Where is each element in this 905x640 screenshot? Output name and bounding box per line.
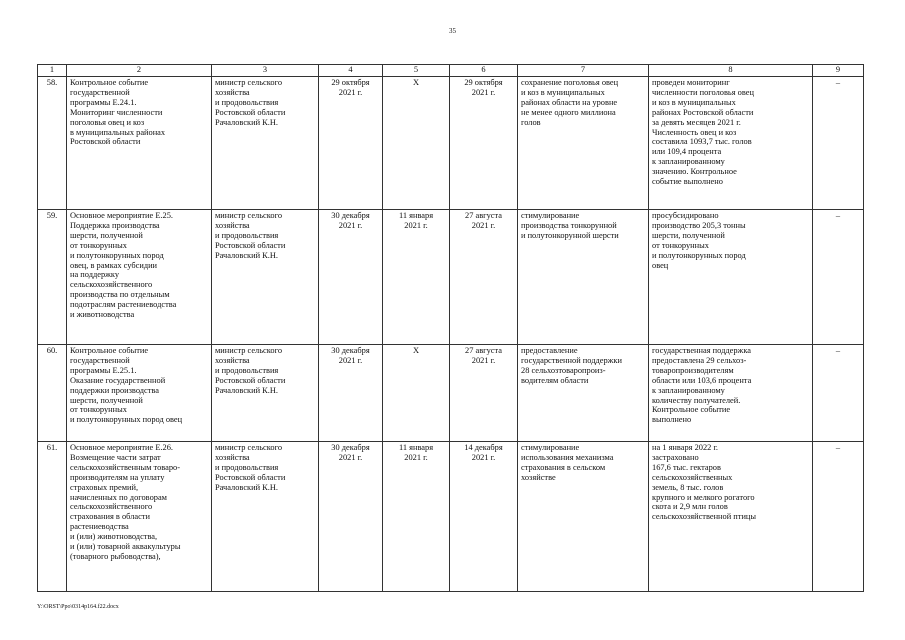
expected-result-cell: предоставление государственной поддержки 28 сельхозтоваропроиз- водителям области <box>518 345 649 442</box>
expected-result-cell: стимулирование использования механизма страхования в сельском хозяйстве <box>518 442 649 592</box>
column-5-cell: Х <box>383 345 450 442</box>
planned-date-cell: 30 декабря 2021 г. <box>319 442 383 592</box>
page-number: 35 <box>449 27 456 35</box>
column-9-cell: – <box>813 345 864 442</box>
column-9-cell: – <box>813 210 864 345</box>
column-header: 7 <box>518 65 649 77</box>
actual-result-cell: просубсидировано производство 205,3 тонны шерсти, полученной от тонкорунных и полутонкорунных пород овец <box>649 210 813 345</box>
column-number-row <box>38 65 864 77</box>
event-cell: Контрольное событие государственной программы Е.24.1. Мониторинг численности поголовья овец и коз в муниципальных районах Ростовской области <box>67 77 212 210</box>
footer-file-path: Y:\ORST\Ppo\0314p164.f22.docx <box>37 604 119 610</box>
column-header: 1 <box>38 65 67 77</box>
table-row <box>38 345 864 442</box>
actual-date-cell: 27 августа 2021 г. <box>450 345 518 442</box>
column-header: 9 <box>813 65 864 77</box>
event-cell: Контрольное событие государственной программы Е.25.1. Оказание государственной поддержки производства шерсти, полученной от тонкорунных и полутонкорунных пород овец <box>67 345 212 442</box>
table-row <box>38 210 864 345</box>
actual-result-cell: государственная поддержка предоставлена 29 сельхоз- товаропроизводителям области или 103,6 процента к запланированному количеству получателей. Контрольное событие выполнено <box>649 345 813 442</box>
expected-result-cell: сохранение поголовья овец и коз в муниципальных районах области на уровне не менее одного миллиона голов <box>518 77 649 210</box>
column-header: 3 <box>212 65 319 77</box>
table-row <box>38 77 864 210</box>
responsible-cell: министр сельского хозяйства и продовольствия Ростовской области Рачаловский К.Н. <box>212 210 319 345</box>
column-5-cell: 11 января 2021 г. <box>383 442 450 592</box>
actual-date-cell: 14 декабря 2021 г. <box>450 442 518 592</box>
column-header: 4 <box>319 65 383 77</box>
column-header: 8 <box>649 65 813 77</box>
responsible-cell: министр сельского хозяйства и продовольствия Ростовской области Рачаловский К.Н. <box>212 77 319 210</box>
column-5-cell: Х <box>383 77 450 210</box>
responsible-cell: министр сельского хозяйства и продовольствия Ростовской области Рачаловский К.Н. <box>212 442 319 592</box>
row-number-cell: 58. <box>38 77 67 210</box>
event-cell: Основное мероприятие Е.25. Поддержка производства шерсти, полученной от тонкорунных и полутонкорунных пород овец, в рамках субсидии на поддержку сельскохозяйственного производства по отдельным подотраслям растениеводства и животноводства <box>67 210 212 345</box>
responsible-cell: министр сельского хозяйства и продовольствия Ростовской области Рачаловский К.Н. <box>212 345 319 442</box>
actual-date-cell: 27 августа 2021 г. <box>450 210 518 345</box>
table-row <box>38 442 864 592</box>
actual-date-cell: 29 октября 2021 г. <box>450 77 518 210</box>
column-5-cell: 11 января 2021 г. <box>383 210 450 345</box>
column-9-cell: – <box>813 442 864 592</box>
row-number-cell: 59. <box>38 210 67 345</box>
actual-result-cell: на 1 января 2022 г. застраховано 167,6 тыс. гектаров сельскохозяйственных земель, 8 тыс. голов крупного и мелкого рогатого скота и 2,9 млн голов сельскохозяйственной птицы <box>649 442 813 592</box>
expected-result-cell: стимулирование производства тонкорунной и полутонкорунной шерсти <box>518 210 649 345</box>
column-header: 6 <box>450 65 518 77</box>
planned-date-cell: 29 октября 2021 г. <box>319 77 383 210</box>
actual-result-cell: проведен мониторинг численности поголовья овец и коз в муниципальных районах Ростовской области за девять месяцев 2021 г. Численность овец и коз составила 1093,7 тыс. голов или 109,4 процента к запланированному значению. Контрольное событие выполнено <box>649 77 813 210</box>
report-table <box>37 64 864 592</box>
column-header: 5 <box>383 65 450 77</box>
row-number-cell: 61. <box>38 442 67 592</box>
column-9-cell: – <box>813 77 864 210</box>
planned-date-cell: 30 декабря 2021 г. <box>319 345 383 442</box>
column-header: 2 <box>67 65 212 77</box>
event-cell: Основное мероприятие Е.26. Возмещение части затрат сельскохозяйственным товаро- производителям на уплату страховых премий, начисленных по договорам сельскохозяйственного страхования в области растениеводства и (или) животноводства, и (или) товарной аквакультуры (товарного рыбоводства), <box>67 442 212 592</box>
row-number-cell: 60. <box>38 345 67 442</box>
planned-date-cell: 30 декабря 2021 г. <box>319 210 383 345</box>
